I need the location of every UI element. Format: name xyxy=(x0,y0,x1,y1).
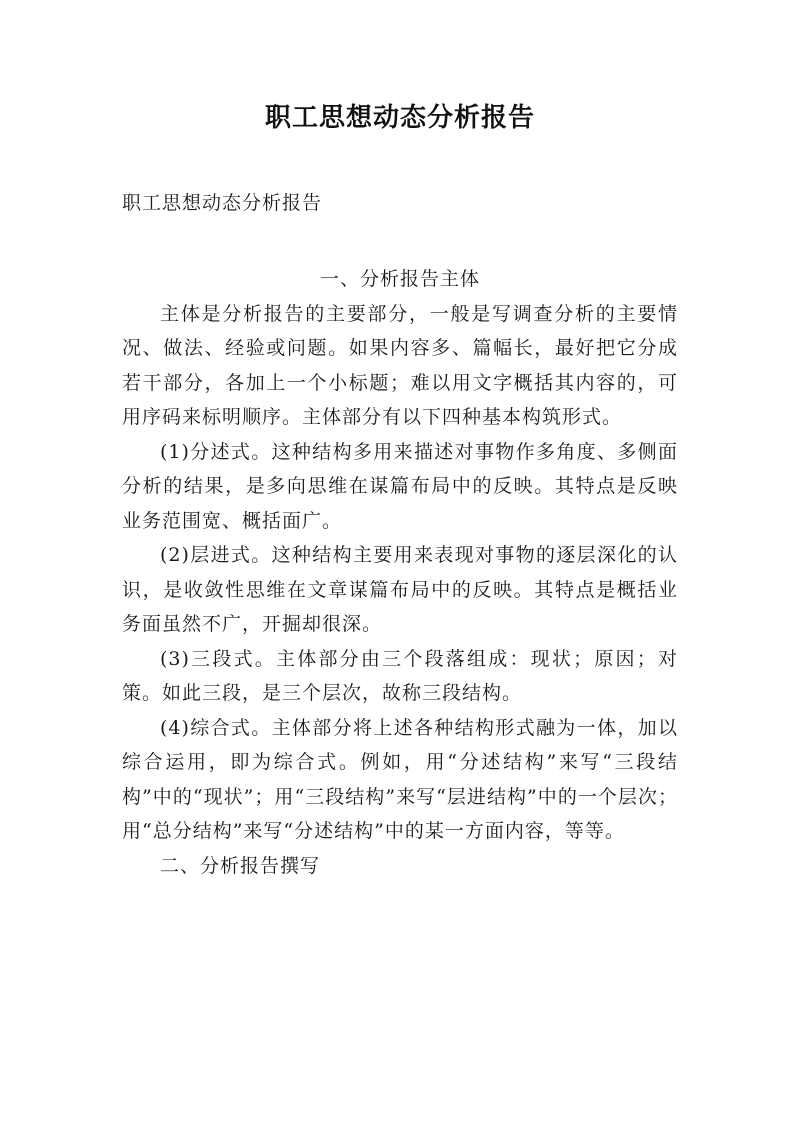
paragraph-intro: 主体是分析报告的主要部分，一般是写调查分析的主要情况、做法、经验或问题。如果内容多、篇幅长，最好把它分成若干部分，各加上一个小标题；难以用文字概括其内容的，可用序码来标明顺序。主体部分有以下四种基本构筑形式。 xyxy=(122,302,678,428)
section-heading-main-body: 一、分析报告主体 xyxy=(319,268,480,290)
document-body xyxy=(122,262,678,883)
paragraph-item-3: (3)三段式。主体部分由三个段落组成：现状；原因；对策。如此三段，是三个层次，故称三段结构。 xyxy=(122,647,678,704)
section-heading-writing: 二、分析报告撰写 xyxy=(160,854,321,877)
paragraph-item-2: (2)层进式。这种结构主要用来表现对事物的逐层深化的认识，是收敛性思维在文章谋篇布局中的反映。其特点是概括业务面虽然不广，开掘却很深。 xyxy=(122,544,678,635)
document-title: 职工思想动态分析报告 xyxy=(264,103,535,133)
document-subtitle: 职工思想动态分析报告 xyxy=(122,192,323,214)
paragraph-item-1: (1)分述式。这种结构多用来描述对事物作多角度、多侧面分析的结果，是多向思维在谋篇布局中的反映。其特点是反映业务范围宽、概括面广。 xyxy=(122,440,678,532)
paragraph-item-4: (4)综合式。主体部分将上述各种结构形式融为一体，加以综合运用，即为综合式。例如，用“分述结构”来写“三段结构”中的“现状”；用“三段结构”来写“层进结构”中的一个层次；用“总分结构”来写“分述结构”中的某一方面内容，等等。 xyxy=(122,716,678,842)
